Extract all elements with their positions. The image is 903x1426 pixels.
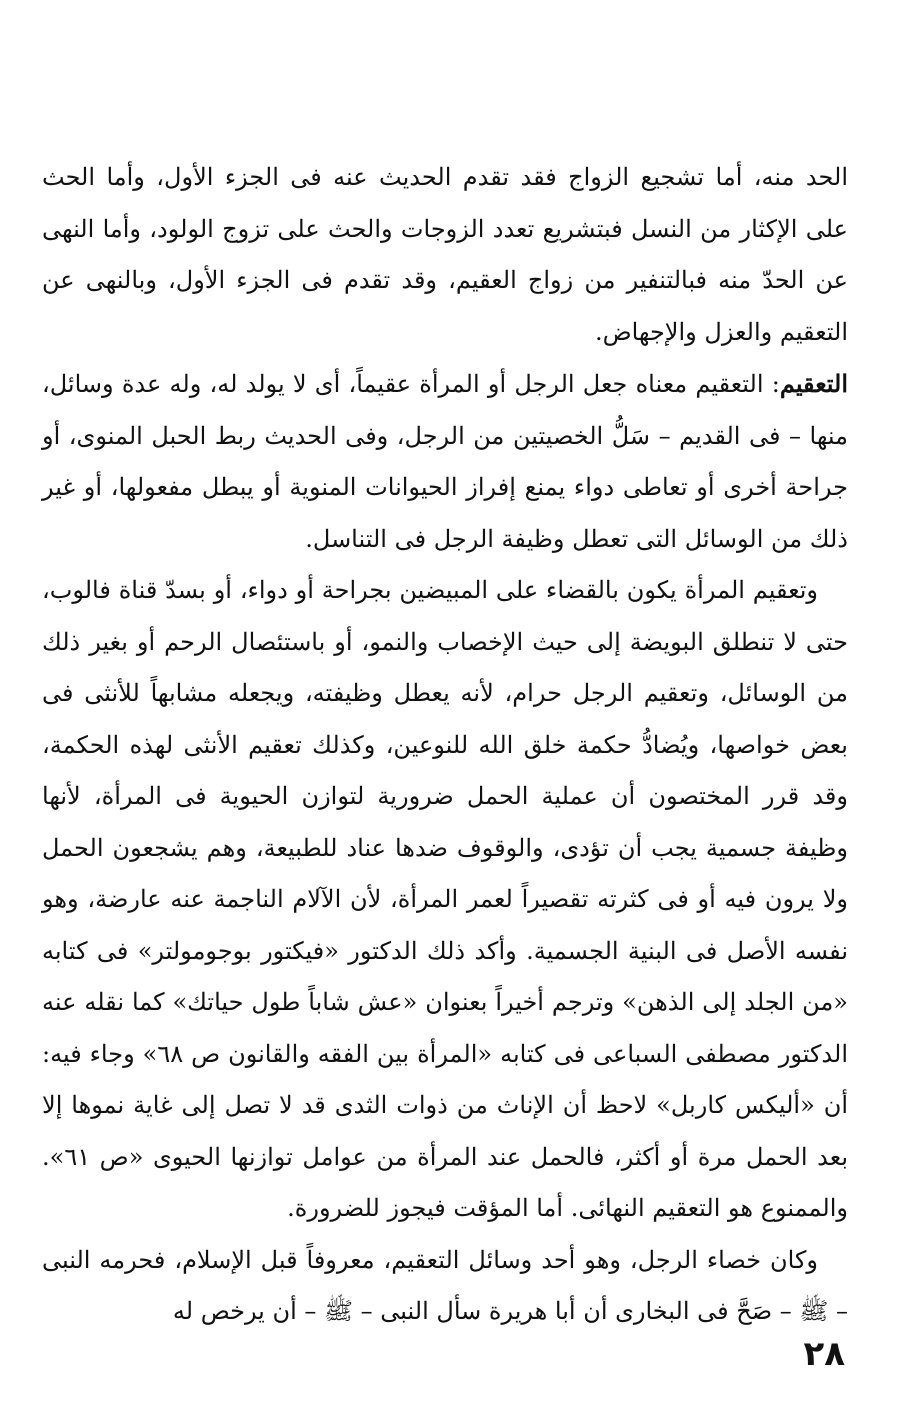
paragraph-1 [42,152,848,358]
paragraph-4 [42,1235,848,1338]
term-taqim: التعقيم [779,369,848,398]
paragraph-1-text: الحد منه، أما تشجيع الزواج فقد تقدم الحديث عنه فى الجزء الأول، وأما الحث على الإكثار من النسل فبتشريع تعدد الزوجات والحث على تزوج الولود، وأما النهى عن الحدّ منه فبالتنفير من زواج العقيم، وقد تقدم فى الجزء الأول، وبالنهى عن التعقيم والعزل والإجهاض. [42,163,848,346]
paragraph-4-text: وكان خصاء الرجل، وهو أحد وسائل التعقيم، معروفاً قبل الإسلام، فحرمه النبى – ﷺ – صَحَّ فى البخارى أن أبا هريرة سأل النبى – ﷺ – أن يرخص له [42,1245,848,1325]
paragraph-3 [42,565,848,1235]
paragraph-2-text: : التعقيم معناه جعل الرجل أو المرأة عقيماً، أى لا يولد له، وله عدة وسائل، منها – فى القديم – سَلُّ الخصيتين من الرجل، وفى الحديث ربط الحبل المنوى، أو جراحة أخرى أو تعاطى دواء يمنع إفراز الحيوانات المنوية أو يبطل مفعولها، أو غير ذلك من الوسائل التى تعطل وظيفة الرجل فى التناسل. [42,370,848,553]
paragraph-3-text: وتعقيم المرأة يكون بالقضاء على المبيضين بجراحة أو دواء، أو بسدّ قناة فالوب، حتى لا تنطلق البويضة إلى حيث الإخصاب والنمو، أو باستئصال الرحم أو بغير ذلك من الوسائل، وتعقيم الرجل حرام، لأنه يعطل وظيفته، ويجعله مشابهاً للأنثى فى بعض خواصها، ويُضادُّ حكمة خلق الله للنوعين، وكذلك تعقيم الأنثى لهذه الحكمة، وقد قرر المختصون أن عملية الحمل ضرورية لتوازن الحيوية فى المرأة، لأنها وظيفة جسمية يجب أن تؤدى، والوقوف ضدها عناد للطبيعة، وهم يشجعون الحمل ولا يرون فيه أو فى كثرته تقصيراً لعمر المرأة، لأن الآلام الناجمة عنه عارضة، وهو نفسه الأصل فى البنية الجسمية. وأكد ذلك الدكتور «فيكتور بوجومولتر» فى كتابه «من الجلد إلى الذهن» وترجم أخيراً بعنوان «عش شاباً طول حياتك» كما نقله عنه الدكتور مصطفى السباعى فى كتابه «المرأة بين الفقه والقانون ص ٦٨» وجاء فيه: أن «أليكس كاربل» لاحظ أن الإناث من ذوات الثدى قد لا تصل إلى غاية نموها إلا بعد الحمل مرة أو أكثر، فالحمل عند المرأة من عوامل توازنها الحيوى «ص ٦١». والممنوع هو التعقيم النهائى. أما المؤقت فيجوز للضرورة. [42,576,848,1222]
paragraph-2 [42,358,848,565]
page-number: ٢٨ [803,1334,845,1374]
page-body [42,152,848,1332]
